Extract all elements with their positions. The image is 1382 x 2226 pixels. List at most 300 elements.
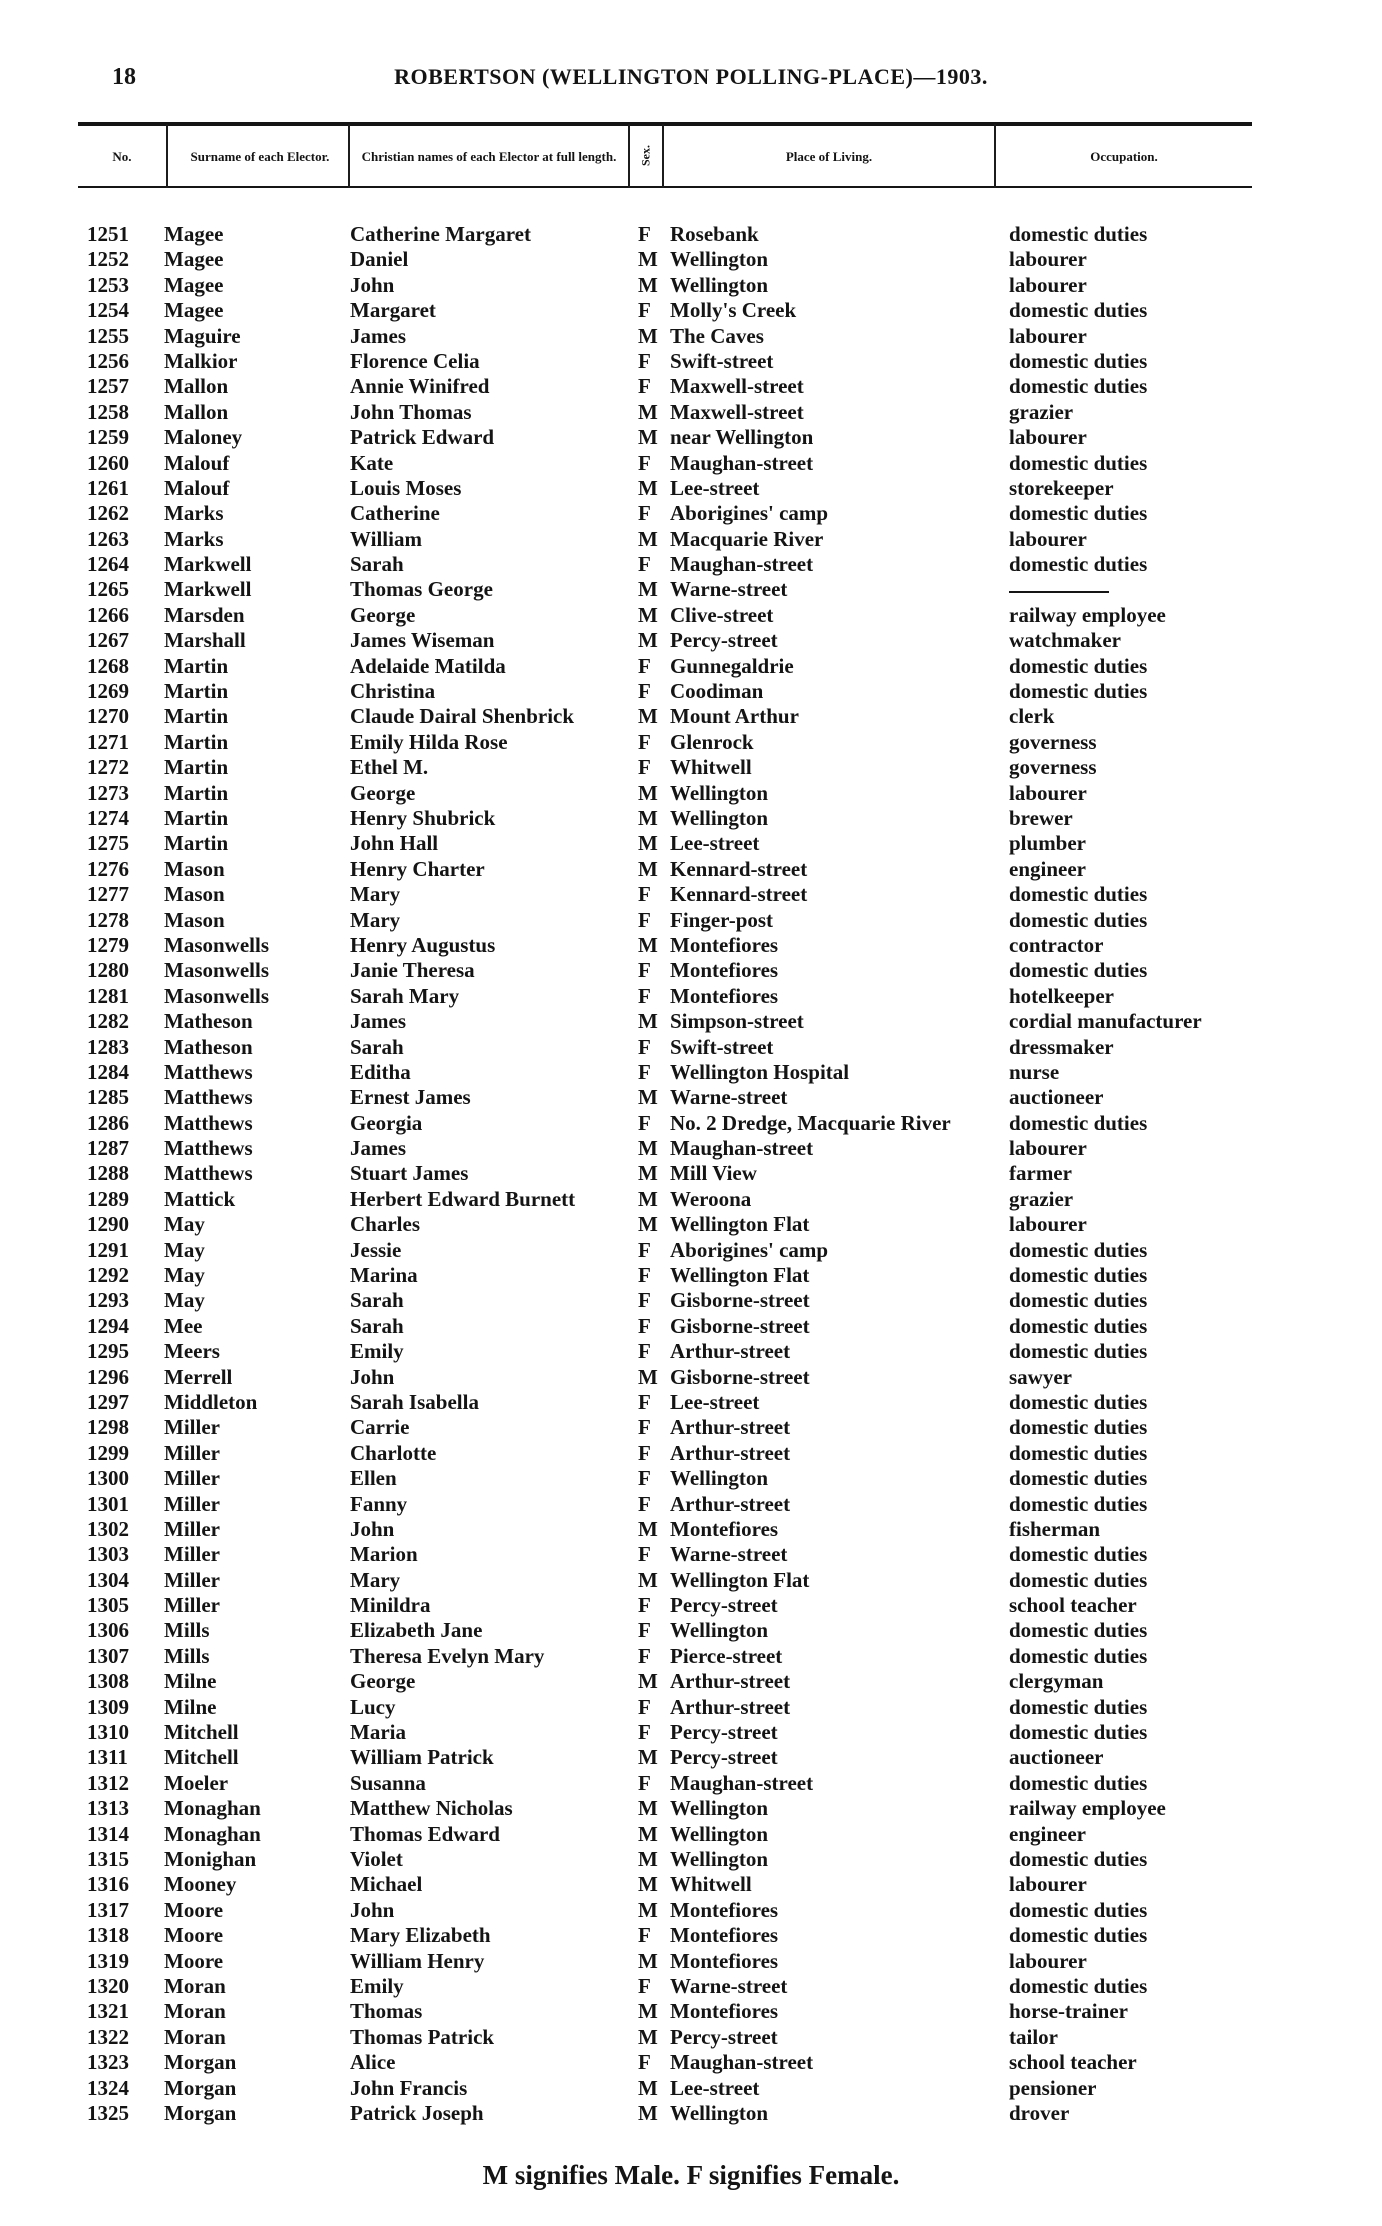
elector-place-of-living: Simpson-street xyxy=(670,1009,804,1034)
elector-occupation: domestic duties xyxy=(1009,298,1148,323)
table-row xyxy=(0,1161,1382,1186)
elector-sex: M xyxy=(638,577,658,602)
elector-number: 1318 xyxy=(87,1923,129,1948)
elector-occupation: storekeeper xyxy=(1009,475,1114,500)
elector-surname: Middleton xyxy=(164,1389,258,1414)
elector-christian-names: John Hall xyxy=(350,831,439,856)
elector-sex: F xyxy=(638,679,651,704)
elector-surname: Martin xyxy=(164,780,229,805)
elector-number: 1261 xyxy=(87,475,129,500)
elector-occupation: drover xyxy=(1009,2100,1070,2125)
elector-sex: M xyxy=(638,475,658,500)
elector-place-of-living: The Caves xyxy=(670,323,764,348)
table-row xyxy=(0,527,1382,552)
table-row xyxy=(0,1136,1382,1161)
elector-place-of-living: Wellington xyxy=(670,1618,769,1643)
elector-surname: Marshall xyxy=(164,628,246,653)
elector-christian-names: Patrick Edward xyxy=(350,425,495,450)
elector-surname: Monaghan xyxy=(164,1796,261,1821)
elector-surname: Monaghan xyxy=(164,1821,261,1846)
elector-occupation: domestic duties xyxy=(1009,1288,1148,1313)
table-row xyxy=(0,1238,1382,1263)
elector-number: 1314 xyxy=(87,1821,129,1846)
elector-place-of-living: Arthur-street xyxy=(670,1440,791,1465)
elector-christian-names: Emily xyxy=(350,1973,404,1998)
elector-place-of-living: near Wellington xyxy=(670,425,814,450)
elector-number: 1252 xyxy=(87,247,129,272)
elector-christian-names: Sarah xyxy=(350,552,404,577)
elector-occupation: domestic duties xyxy=(1009,1770,1148,1795)
elector-occupation: domestic duties xyxy=(1009,1389,1148,1414)
elector-number: 1281 xyxy=(87,983,129,1008)
table-row xyxy=(0,400,1382,425)
elector-number: 1324 xyxy=(87,2075,129,2100)
elector-sex: M xyxy=(638,399,658,424)
elector-occupation: domestic duties xyxy=(1009,1440,1148,1465)
elector-place-of-living: Coodiman xyxy=(670,679,764,704)
elector-number: 1300 xyxy=(87,1466,129,1491)
table-row xyxy=(0,1314,1382,1339)
elector-sex: F xyxy=(638,1059,651,1084)
table-row xyxy=(0,806,1382,831)
elector-number: 1254 xyxy=(87,298,129,323)
elector-occupation: domestic duties xyxy=(1009,1263,1148,1288)
elector-occupation: domestic duties xyxy=(1009,1720,1148,1745)
elector-place-of-living: Maxwell-street xyxy=(670,374,804,399)
elector-surname: Mason xyxy=(164,856,225,881)
elector-place-of-living: Maughan-street xyxy=(670,450,814,475)
elector-occupation: domestic duties xyxy=(1009,958,1148,983)
table-row xyxy=(0,222,1382,247)
elector-surname: Marks xyxy=(164,526,224,551)
elector-occupation: horse-trainer xyxy=(1009,1999,1128,2024)
elector-christian-names: Claude Dairal Shenbrick xyxy=(350,704,575,729)
elector-surname: Mallon xyxy=(164,399,229,424)
elector-place-of-living: Montefiores xyxy=(670,1923,779,1948)
elector-number: 1298 xyxy=(87,1415,129,1440)
elector-christian-names: Patrick Joseph xyxy=(350,2100,484,2125)
elector-sex: M xyxy=(638,1821,658,1846)
column-header-place: Place of Living. xyxy=(785,148,873,164)
elector-sex: M xyxy=(638,1745,658,1770)
elector-occupation: labourer xyxy=(1009,1212,1087,1237)
elector-place-of-living: Wellington Hospital xyxy=(670,1059,850,1084)
elector-number: 1275 xyxy=(87,831,129,856)
elector-christian-names: Matthew Nicholas xyxy=(350,1796,513,1821)
elector-number: 1313 xyxy=(87,1796,129,1821)
elector-place-of-living: Wellington xyxy=(670,1796,769,1821)
elector-occupation: governess xyxy=(1009,729,1097,754)
table-row xyxy=(0,1796,1382,1821)
elector-christian-names: Margaret xyxy=(350,298,436,323)
elector-place-of-living: Montefiores xyxy=(670,1948,779,1973)
elector-number: 1323 xyxy=(87,2050,129,2075)
elector-occupation: school teacher xyxy=(1009,1593,1137,1618)
table-row xyxy=(0,1872,1382,1897)
elector-christian-names: Michael xyxy=(350,1872,423,1897)
elector-surname: Magee xyxy=(164,298,224,323)
elector-occupation: domestic duties xyxy=(1009,679,1148,704)
elector-place-of-living: Wellington xyxy=(670,247,769,272)
table-row xyxy=(0,704,1382,729)
table-row xyxy=(0,730,1382,755)
elector-surname: Miller xyxy=(164,1491,220,1516)
elector-occupation: domestic duties xyxy=(1009,907,1148,932)
elector-place-of-living: Weroona xyxy=(670,1186,752,1211)
elector-place-of-living: Wellington xyxy=(670,1821,769,1846)
elector-occupation: domestic duties xyxy=(1009,1415,1148,1440)
elector-number: 1264 xyxy=(87,552,129,577)
elector-place-of-living: Percy-street xyxy=(670,1593,778,1618)
elector-number: 1260 xyxy=(87,450,129,475)
footer-note: M signifies Male. F signifies Female. xyxy=(482,2160,900,2190)
elector-christian-names: Marion xyxy=(350,1542,418,1567)
elector-place-of-living: No. 2 Dredge, Macquarie River xyxy=(670,1110,951,1135)
table-row xyxy=(0,2101,1382,2126)
table-row xyxy=(0,755,1382,780)
elector-surname: Martin xyxy=(164,679,229,704)
elector-place-of-living: Swift-street xyxy=(670,1034,774,1059)
elector-number: 1255 xyxy=(87,323,129,348)
elector-place-of-living: Montefiores xyxy=(670,958,779,983)
elector-christian-names: William Patrick xyxy=(350,1745,494,1770)
elector-number: 1256 xyxy=(87,348,129,373)
elector-occupation: auctioneer xyxy=(1009,1085,1104,1110)
elector-surname: Mooney xyxy=(164,1872,237,1897)
elector-surname: May xyxy=(164,1288,205,1313)
elector-sex: M xyxy=(638,2100,658,2125)
elector-occupation: labourer xyxy=(1009,323,1087,348)
elector-sex: F xyxy=(638,348,651,373)
table-row xyxy=(0,324,1382,349)
table-row xyxy=(0,654,1382,679)
elector-place-of-living: Montefiores xyxy=(670,1999,779,2024)
elector-sex: M xyxy=(638,1161,658,1186)
elector-occupation: domestic duties xyxy=(1009,1313,1148,1338)
elector-occupation: fisherman xyxy=(1009,1516,1100,1541)
elector-place-of-living: Montefiores xyxy=(670,932,779,957)
elector-christian-names: Minildra xyxy=(350,1593,431,1618)
elector-occupation: labourer xyxy=(1009,526,1087,551)
elector-christian-names: George xyxy=(350,602,416,627)
elector-number: 1283 xyxy=(87,1034,129,1059)
elector-number: 1307 xyxy=(87,1643,129,1668)
elector-christian-names: John Thomas xyxy=(350,399,472,424)
elector-christian-names: John xyxy=(350,272,395,297)
table-row xyxy=(0,451,1382,476)
elector-occupation: nurse xyxy=(1009,1059,1060,1084)
elector-christian-names: Thomas George xyxy=(350,577,493,602)
elector-sex: F xyxy=(638,1415,651,1440)
elector-christian-names: Violet xyxy=(350,1847,403,1871)
elector-place-of-living: Swift-street xyxy=(670,348,774,373)
elector-occupation: domestic duties xyxy=(1009,222,1148,246)
elector-christian-names: Mary xyxy=(350,1567,401,1592)
elector-surname: Mitchell xyxy=(164,1745,239,1770)
elector-surname: Mason xyxy=(164,882,225,907)
table-row xyxy=(0,298,1382,323)
elector-christian-names: Sarah Isabella xyxy=(350,1389,479,1414)
table-row xyxy=(0,603,1382,628)
table-row xyxy=(0,476,1382,501)
elector-occupation: school teacher xyxy=(1009,2050,1137,2075)
elector-christian-names: Emily Hilda Rose xyxy=(350,729,508,754)
elector-surname: Malouf xyxy=(164,475,230,500)
elector-sex: M xyxy=(638,1948,658,1973)
table-row xyxy=(0,1441,1382,1466)
table-row xyxy=(0,552,1382,577)
elector-sex: M xyxy=(638,932,658,957)
table-row xyxy=(0,1974,1382,1999)
table-row xyxy=(0,1339,1382,1364)
elector-occupation: grazier xyxy=(1009,399,1074,424)
elector-surname: Moran xyxy=(164,2024,226,2049)
elector-surname: Milne xyxy=(164,1669,217,1694)
elector-christian-names: Catherine xyxy=(350,501,440,526)
table-row xyxy=(0,1009,1382,1034)
elector-number: 1257 xyxy=(87,374,129,399)
elector-number: 1320 xyxy=(87,1973,129,1998)
table-row xyxy=(0,1593,1382,1618)
elector-sex: M xyxy=(638,2075,658,2100)
elector-number: 1288 xyxy=(87,1161,129,1186)
elector-surname: Martin xyxy=(164,704,229,729)
elector-surname: Meers xyxy=(164,1339,220,1364)
elector-number: 1295 xyxy=(87,1339,129,1364)
elector-sex: F xyxy=(638,1923,651,1948)
elector-christian-names: Jessie xyxy=(350,1237,402,1262)
elector-occupation: engineer xyxy=(1009,856,1086,881)
elector-surname: Morgan xyxy=(164,2050,237,2075)
elector-place-of-living: Lee-street xyxy=(670,1389,760,1414)
elector-number: 1312 xyxy=(87,1770,129,1795)
elector-christian-names: Sarah Mary xyxy=(350,983,460,1008)
elector-occupation: auctioneer xyxy=(1009,1745,1104,1770)
elector-occupation: dressmaker xyxy=(1009,1034,1114,1059)
table-row xyxy=(0,1720,1382,1745)
elector-occupation: labourer xyxy=(1009,1872,1087,1897)
elector-number: 1322 xyxy=(87,2024,129,2049)
elector-surname: Morgan xyxy=(164,2100,237,2125)
elector-number: 1325 xyxy=(87,2100,129,2125)
elector-christian-names: Henry Augustus xyxy=(350,932,496,957)
table-row xyxy=(0,1822,1382,1847)
elector-number: 1251 xyxy=(87,222,129,246)
elector-number: 1308 xyxy=(87,1669,129,1694)
elector-sex: F xyxy=(638,552,651,577)
elector-place-of-living: Mount Arthur xyxy=(670,704,799,729)
elector-sex: M xyxy=(638,1085,658,1110)
elector-occupation xyxy=(1009,577,1109,602)
elector-occupation: domestic duties xyxy=(1009,1466,1148,1491)
table-row xyxy=(0,577,1382,602)
elector-surname: Masonwells xyxy=(164,958,269,983)
elector-christian-names: William xyxy=(350,526,422,551)
elector-sex: M xyxy=(638,425,658,450)
elector-place-of-living: Aborigines' camp xyxy=(670,501,829,526)
elector-christian-names: Christina xyxy=(350,679,436,704)
table-row xyxy=(0,1695,1382,1720)
elector-place-of-living: Wellington xyxy=(670,1466,769,1491)
table-row xyxy=(0,349,1382,374)
elector-number: 1263 xyxy=(87,526,129,551)
elector-christian-names: Florence Celia xyxy=(350,348,480,373)
elector-surname: Matheson xyxy=(164,1034,253,1059)
elector-christian-names: Fanny xyxy=(350,1491,408,1516)
elector-christian-names: Sarah xyxy=(350,1313,404,1338)
elector-place-of-living: Molly's Creek xyxy=(670,298,797,323)
elector-christian-names: Charles xyxy=(350,1212,420,1237)
table-row xyxy=(0,1365,1382,1390)
elector-sex: M xyxy=(638,1212,658,1237)
elector-place-of-living: Wellington xyxy=(670,2100,769,2125)
elector-surname: Miller xyxy=(164,1516,220,1541)
elector-sex: F xyxy=(638,1973,651,1998)
elector-occupation: watchmaker xyxy=(1009,628,1121,653)
elector-christian-names: James xyxy=(350,323,406,348)
elector-surname: Malouf xyxy=(164,450,230,475)
elector-surname: Moore xyxy=(164,1948,224,1973)
elector-sex: F xyxy=(638,882,651,907)
table-row xyxy=(0,2076,1382,2101)
table-row xyxy=(0,1212,1382,1237)
elector-surname: Matheson xyxy=(164,1009,253,1034)
elector-christian-names: Charlotte xyxy=(350,1440,437,1465)
elector-number: 1321 xyxy=(87,1999,129,2024)
elector-place-of-living: Rosebank xyxy=(670,222,759,246)
elector-christian-names: Elizabeth Jane xyxy=(350,1618,483,1643)
elector-number: 1265 xyxy=(87,577,129,602)
elector-number: 1271 xyxy=(87,729,129,754)
elector-christian-names: James xyxy=(350,1136,406,1161)
elector-place-of-living: Gisborne-street xyxy=(670,1313,810,1338)
elector-surname: Moeler xyxy=(164,1770,229,1795)
elector-surname: Moran xyxy=(164,1973,226,1998)
elector-christian-names: Marina xyxy=(350,1263,418,1288)
elector-sex: M xyxy=(638,1186,658,1211)
elector-sex: M xyxy=(638,1872,658,1897)
elector-christian-names: Mary xyxy=(350,882,401,907)
elector-rows xyxy=(0,222,1382,2126)
table-row xyxy=(0,1847,1382,1872)
elector-occupation: grazier xyxy=(1009,1186,1074,1211)
elector-christian-names: Mary xyxy=(350,907,401,932)
elector-place-of-living: Warne-street xyxy=(670,1085,788,1110)
elector-occupation: domestic duties xyxy=(1009,1618,1148,1643)
elector-occupation: clerk xyxy=(1009,704,1055,729)
elector-place-of-living: Wellington Flat xyxy=(670,1212,810,1237)
table-row xyxy=(0,1949,1382,1974)
table-row xyxy=(0,374,1382,399)
elector-christian-names: Theresa Evelyn Mary xyxy=(350,1643,545,1668)
elector-surname: Malkior xyxy=(164,348,238,373)
elector-number: 1302 xyxy=(87,1516,129,1541)
elector-place-of-living: Maxwell-street xyxy=(670,399,804,424)
elector-christian-names: Daniel xyxy=(350,247,409,272)
elector-place-of-living: Maughan-street xyxy=(670,2050,814,2075)
elector-place-of-living: Whitwell xyxy=(670,755,752,780)
table-row xyxy=(0,247,1382,272)
elector-place-of-living: Wellington xyxy=(670,780,769,805)
elector-place-of-living: Glenrock xyxy=(670,729,754,754)
elector-sex: F xyxy=(638,501,651,526)
elector-occupation: tailor xyxy=(1009,2024,1058,2049)
elector-place-of-living: Warne-street xyxy=(670,1542,788,1567)
elector-place-of-living: Montefiores xyxy=(670,1897,779,1922)
elector-sex: F xyxy=(638,450,651,475)
elector-number: 1305 xyxy=(87,1593,129,1618)
table-row xyxy=(0,1669,1382,1694)
elector-christian-names: Herbert Edward Burnett xyxy=(350,1186,576,1211)
elector-christian-names: Henry Shubrick xyxy=(350,805,496,830)
elector-place-of-living: Warne-street xyxy=(670,1973,788,1998)
elector-occupation: domestic duties xyxy=(1009,450,1148,475)
elector-number: 1301 xyxy=(87,1491,129,1516)
elector-place-of-living: Arthur-street xyxy=(670,1694,791,1719)
table-row xyxy=(0,1771,1382,1796)
table-row xyxy=(0,1568,1382,1593)
column-header-christian-names: Christian names of each Elector at full length. xyxy=(361,148,617,164)
elector-christian-names: Carrie xyxy=(350,1415,410,1440)
elector-place-of-living: Arthur-street xyxy=(670,1415,791,1440)
elector-number: 1309 xyxy=(87,1694,129,1719)
elector-christian-names: George xyxy=(350,780,416,805)
elector-place-of-living: Maughan-street xyxy=(670,1136,814,1161)
elector-number: 1277 xyxy=(87,882,129,907)
table-row xyxy=(0,1492,1382,1517)
elector-number: 1287 xyxy=(87,1136,129,1161)
elector-sex: M xyxy=(638,1136,658,1161)
elector-sex: M xyxy=(638,831,658,856)
elector-christian-names: Editha xyxy=(350,1059,411,1084)
elector-sex: F xyxy=(638,1110,651,1135)
elector-number: 1296 xyxy=(87,1364,129,1389)
elector-surname: Martin xyxy=(164,755,229,780)
elector-surname: Martin xyxy=(164,729,229,754)
table-row xyxy=(0,882,1382,907)
elector-number: 1310 xyxy=(87,1720,129,1745)
elector-surname: Markwell xyxy=(164,552,252,577)
elector-surname: Martin xyxy=(164,831,229,856)
elector-occupation: labourer xyxy=(1009,1948,1087,1973)
elector-sex: F xyxy=(638,1466,651,1491)
elector-occupation: domestic duties xyxy=(1009,1110,1148,1135)
elector-number: 1259 xyxy=(87,425,129,450)
table-row xyxy=(0,679,1382,704)
elector-sex: F xyxy=(638,653,651,678)
elector-occupation: labourer xyxy=(1009,780,1087,805)
elector-number: 1258 xyxy=(87,399,129,424)
elector-sex: F xyxy=(638,1440,651,1465)
elector-christian-names: Annie Winifred xyxy=(350,374,490,399)
elector-sex: M xyxy=(638,1999,658,2024)
elector-surname: Matthews xyxy=(164,1161,253,1186)
header-rule-top xyxy=(78,122,1252,126)
elector-christian-names: Adelaide Matilda xyxy=(350,653,506,678)
elector-surname: Miller xyxy=(164,1466,220,1491)
elector-sex: F xyxy=(638,1770,651,1795)
elector-place-of-living: Wellington Flat xyxy=(670,1263,810,1288)
elector-place-of-living: Lee-street xyxy=(670,831,760,856)
elector-place-of-living: Wellington Flat xyxy=(670,1567,810,1592)
elector-sex: M xyxy=(638,1669,658,1694)
elector-christian-names: John Francis xyxy=(350,2075,468,2100)
elector-christian-names: Thomas Patrick xyxy=(350,2024,495,2049)
elector-surname: Masonwells xyxy=(164,983,269,1008)
elector-christian-names: Ethel M. xyxy=(350,755,429,780)
elector-occupation: domestic duties xyxy=(1009,1897,1148,1922)
elector-number: 1304 xyxy=(87,1567,129,1592)
